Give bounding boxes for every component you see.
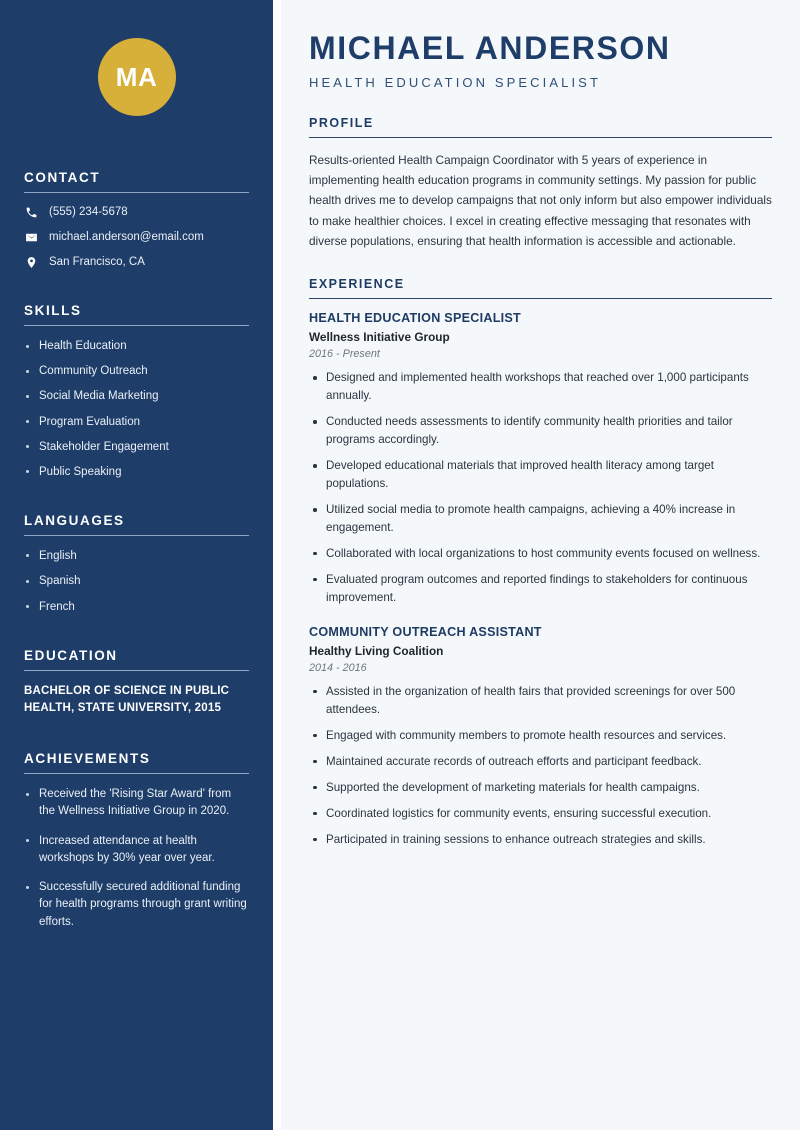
skills-heading: SKILLS	[24, 303, 82, 318]
skills-section	[24, 303, 249, 481]
education-entry: BACHELOR OF SCIENCE IN PUBLIC HEALTH, STATE UNIVERSITY, 2015	[24, 684, 230, 714]
list-item: Maintained accurate records of outreach efforts and participant feedback.	[309, 753, 772, 771]
achievements-section	[24, 751, 249, 931]
list-item: Engaged with community members to promote health resources and services.	[309, 727, 772, 745]
list-item: Community Outreach	[24, 363, 249, 380]
profile-heading: PROFILE	[309, 115, 374, 130]
contact-section	[24, 170, 249, 269]
contact-list	[24, 205, 249, 269]
list-item: Conducted needs assessments to identify community health priorities and tailor programs accordingly.	[309, 413, 772, 449]
list-item: Increased attendance at health workshops by 30% year over year.	[24, 833, 249, 868]
list-item: Health Education	[24, 338, 249, 355]
achievements-divider	[24, 773, 249, 774]
sidebar	[0, 0, 273, 1130]
list-item: Developed educational materials that improved health literacy among target populations.	[309, 457, 772, 493]
education-section	[24, 648, 249, 718]
education-divider	[24, 670, 249, 671]
contact-heading: CONTACT	[24, 170, 101, 185]
list-item: Successfully secured additional funding for health programs through grant writing efforts.	[24, 879, 249, 931]
job-role: HEALTH EDUCATION SPECIALIST	[309, 311, 521, 326]
contact-value-location: San Francisco, CA	[49, 256, 145, 268]
job-dates: 2016 - Present	[309, 348, 380, 361]
experience-entry	[309, 311, 772, 607]
list-item: French	[24, 599, 249, 616]
list-item: Received the 'Rising Star Award' from the Wellness Initiative Group in 2020.	[24, 786, 249, 821]
job-company: Wellness Initiative Group	[309, 330, 450, 345]
list-item: Supported the development of marketing materials for health campaigns.	[309, 779, 772, 797]
languages-list	[24, 548, 249, 616]
experience-divider	[309, 298, 772, 299]
contact-item-phone[interactable]	[24, 205, 249, 219]
achievements-list	[24, 786, 249, 931]
avatar-container	[24, 0, 249, 116]
list-item: Evaluated program outcomes and reported findings to stakeholders for continuous improvement.	[309, 571, 772, 607]
languages-divider	[24, 535, 249, 536]
phone-icon	[24, 205, 38, 219]
experience-heading: EXPERIENCE	[309, 277, 405, 292]
contact-item-location[interactable]	[24, 255, 249, 269]
main-column	[281, 0, 800, 1130]
list-item: Public Speaking	[24, 464, 249, 481]
map-pin-icon	[24, 255, 38, 269]
education-heading: EDUCATION	[24, 647, 118, 663]
page-title: MICHAEL ANDERSON	[309, 30, 671, 66]
profile-section	[309, 116, 772, 251]
list-item: Assisted in the organization of health fairs that provided screenings for over 500 attendees.	[309, 683, 772, 719]
profile-divider	[309, 137, 772, 138]
avatar: MA	[98, 38, 176, 116]
list-item: Spanish	[24, 573, 249, 590]
professional-title: HEALTH EDUCATION SPECIALIST	[309, 74, 601, 90]
column-gap	[273, 0, 281, 1130]
contact-value-email: michael.anderson@email.com	[49, 231, 204, 243]
contact-divider	[24, 192, 249, 193]
languages-heading: LANGUAGES	[24, 512, 125, 528]
contact-item-email[interactable]	[24, 230, 249, 244]
contact-value-phone: (555) 234-5678	[49, 206, 128, 218]
list-item: Stakeholder Engagement	[24, 439, 249, 456]
envelope-icon	[24, 230, 38, 244]
experience-section	[309, 277, 772, 848]
list-item: Social Media Marketing	[24, 388, 249, 405]
list-item: Collaborated with local organizations to host community events focused on wellness.	[309, 545, 772, 563]
experience-entry	[309, 625, 772, 849]
job-dates: 2014 - 2016	[309, 661, 367, 674]
list-item: Coordinated logistics for community events, ensuring successful execution.	[309, 805, 772, 823]
job-bullets	[309, 683, 772, 849]
list-item: Utilized social media to promote health campaigns, achieving a 40% increase in engagement.	[309, 501, 772, 537]
languages-section	[24, 513, 249, 616]
list-item: Designed and implemented health workshops that reached over 1,000 participants annually.	[309, 369, 772, 405]
profile-text: Results-oriented Health Campaign Coordinator with 5 years of experience in implementing health education programs in community settings. My passion for public health drives me to develop campaigns that not only inform but also empower individuals to make healthier choices. I excel in creating effective messaging that resonates with diverse populations, ensuring that health information is accessible and actionable.	[309, 152, 772, 248]
list-item: Program Evaluation	[24, 414, 249, 431]
list-item: English	[24, 548, 249, 565]
skills-divider	[24, 325, 249, 326]
skills-list	[24, 338, 249, 481]
job-company: Healthy Living Coalition	[309, 643, 444, 658]
job-role: COMMUNITY OUTREACH ASSISTANT	[309, 624, 542, 639]
job-bullets	[309, 369, 772, 607]
list-item: Participated in training sessions to enhance outreach strategies and skills.	[309, 831, 772, 849]
achievements-heading: ACHIEVEMENTS	[24, 751, 151, 767]
